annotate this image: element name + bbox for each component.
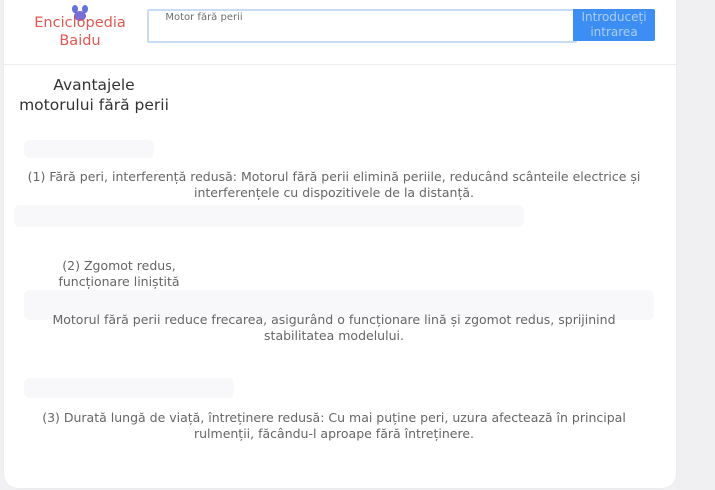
search-button[interactable] [573, 9, 655, 41]
paragraph-1: (1) Fără peri, interferență redusă: Motorul fără perii elimină periile, reducând scânteile electrice și interferențele cu dispozitivele de la distanță. [27, 169, 641, 200]
search-input-value: Motor fără perii [165, 12, 243, 23]
skeleton-placeholder [24, 140, 154, 158]
paragraph-4: (3) Durată lungă de viață, întreținere redusă: Cu mai puține peri, uzura afectează în principal rulmenții, făcându-l aproape fără întreținere. [42, 410, 626, 441]
paragraph-3: Motorul fără perii reduce frecarea, asigurând o funcționare lină și zgomot redus, sprijinind stabilitatea modelului. [52, 312, 616, 343]
article-card [4, 0, 676, 488]
search-button-label: Introduceți intrarea [581, 10, 647, 39]
search-input[interactable] [147, 9, 577, 43]
skeleton-placeholder [14, 205, 524, 227]
skeleton-placeholder [24, 378, 234, 398]
page-background [676, 0, 715, 490]
header-bar [4, 0, 676, 65]
section-title: Avantajele motorului fără perii [19, 76, 169, 114]
baidu-encyclopedia-logo[interactable] [24, 4, 136, 52]
logo-text: Enciclopedia Baidu [34, 15, 126, 49]
paragraph-2: (2) Zgomot redus, funcționare liniștită [58, 258, 180, 289]
